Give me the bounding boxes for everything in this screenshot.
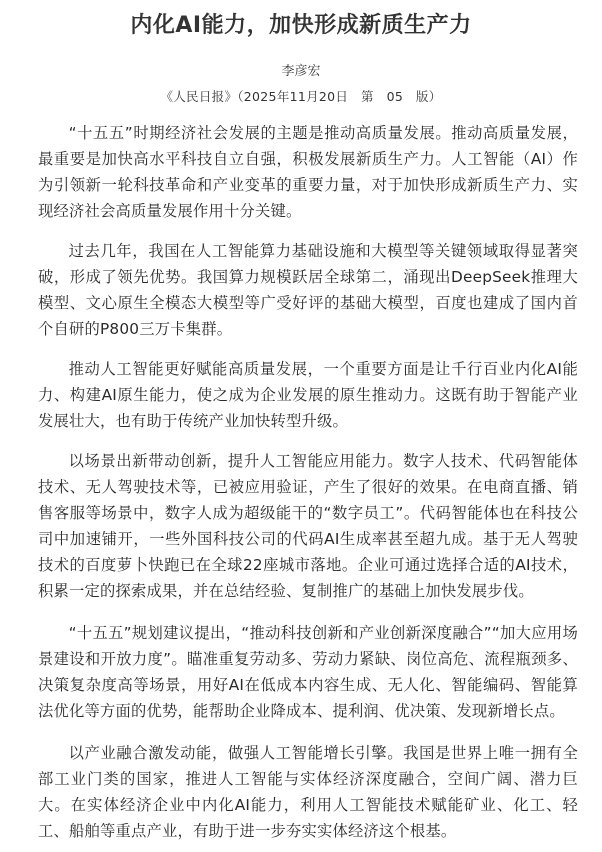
article-source: 《人民日报》（2025年11月20日 第 05 版） — [160, 89, 442, 104]
paragraph-2: 过去几年，我国在人工智能算力基础设施和大模型等关键领域取得显著突破，形成了领先优势。我国算力规模跃居全球第二，涌现出DeepSeek推理大模型、文心原生全模态大模型等广受好评的基础大模型，百度也建成了国内首个自研的P800三万卡集群。 — [38, 242, 578, 338]
paragraph-3: 推动人工智能更好赋能高质量发展，一个重要方面是让千行百业内化AI能力、构建AI原生能力，使之成为企业发展的原生推动力。这既有助于智能产业发展壮大，也有助于传统产业加快转型升级。 — [38, 360, 578, 430]
paragraph-5: “十五五”规划建议提出，“推动科技创新和产业创新深度融合”“加大应用场景建设和开放力度”。瞄准重复劳动多、劳动力紧缺、岗位高危、流程瓶颈多、决策复杂度高等场景，用好AI在低成本内容生成、无人化、智能编码、智能算法优化等方面的优势，能帮助企业降成本、提利润、优决策、发现新增长点。 — [38, 624, 578, 720]
article-author: 李彦宏 — [281, 64, 321, 79]
paragraph-4: 以场景出新带动创新，提升人工智能应用能力。数字人技术、代码智能体技术、无人驾驶技术等，已被应用验证，产生了很好的效果。在电商直播、销售客服等场景中，数字人成为超级能干的“数字员工”。代码智能体也在科技公司中加速铺开，一些外国科技公司的代码AI生成率甚至超九成。基于无人驾驶技术的百度萝卜快跑已在全球22座城市落地。企业可通过选择合适的AI技术，积累一定的探索成果，并在总结经验、复制推广的基础上加快发展步伐。 — [38, 452, 578, 600]
paragraph-1: “十五五”时期经济社会发展的主题是推动高质量发展。推动高质量发展，最重要是加快高水平科技自立自强，积极发展新质生产力。人工智能（AI）作为引领新一轮科技革命和产业变革的重要力量，对于加快形成新质生产力、实现经济社会高质量发展作用十分关键。 — [38, 124, 578, 220]
article-title: 内化AI能力，加快形成新质生产力 — [130, 13, 472, 38]
paragraph-6: 以产业融合激发动能，做强人工智能增长引擎。我国是世界上唯一拥有全部工业门类的国家，推进人工智能与实体经济深度融合，空间广阔、潜力巨大。在实体经济企业中内化AI能力，利用人工智能技术赋能矿业、化工、轻工、船舶等重点产业，有助于进一步夯实实体经济这个根基。 — [38, 744, 578, 840]
